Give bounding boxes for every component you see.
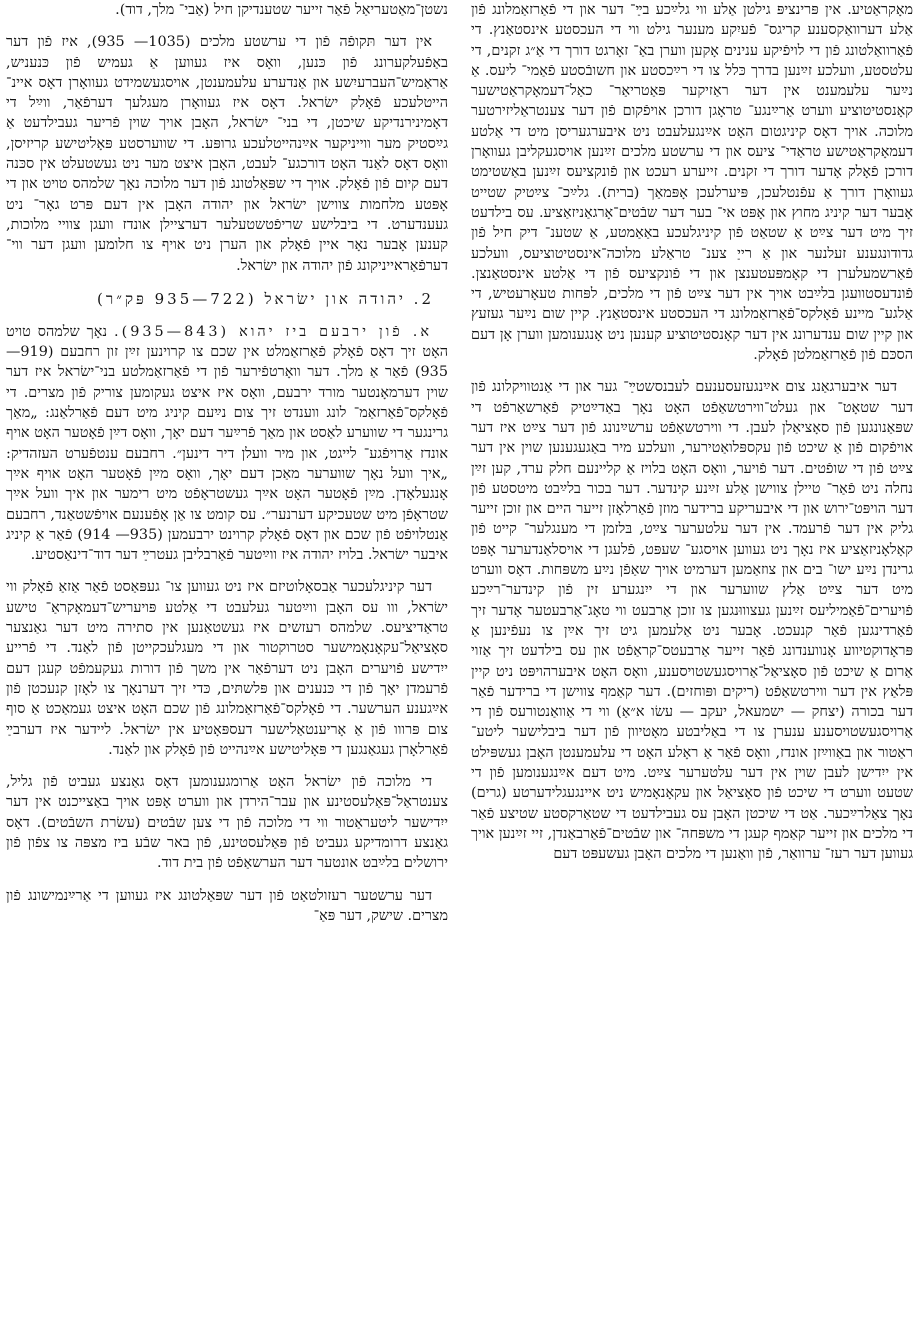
right-paragraph-2: דער איבערגאַנג צום אײַנגעזעסענעם לעבנסשטײַ־ גער און די אַנטוויקלונג פֿון דער שטאָט־ און געלט־ווירטשאַפֿט האָט נאָך באַדײַטיק פֿאַרשאַרפֿט די שפּאַנונגען פֿון סאָציאַלן לעבן. די ווירטשאַפֿט ערשײַנונג פֿון דער צײַט איז דער אויפֿקום פֿון אַ שיכט פֿון עקספּלואַטירער, וועלכע מיר באַגעגענען שוין אין דער צײַט פֿון די שופֿטים. דער פֿויער, וואָס האָט בלויז אַ קליינעם חלק ערד, קען זײַן נחלה ניט פֿאַר־ טיילן צווישן אַלע זײַנע קינדער. דער בכור בלײַבט מיטסטע פֿון דער הויפּט־ירוש און די איבעריקע ברידער מוזן פֿאַרלאָזן זייער היים און זוכן זייער גליק אין דער פֿרעמד. אין דער עלטערער צײַט, בּלזמן די מענגלער־ קייט פֿון קאָלאָניזאַציע איז נאָך ניט געווען אויסגע־ שעפּט, פֿלעגן די אויסלאַנדערער אָפּט גרינדן נײַע ישו־ בים און צוזאַמען דערמיט אויך שאַפֿן נײַע משפּחות. דאָס ווערט מיט דער צײַט אַלץ שווערער און די ייִנגערע זין פֿון קינדער־רײַכע פֿויערים־פֿאַמיליעס זײַנען געצוווּנגען צו זוכן אַרבעט ווי טאָג־אַרבעטער אָדער זיך פֿאַרדינגען פֿאַר קנעכט. אָבער ניט אַלעמען גיט זיך אײַן צו נעפֿינען אַ פּראָדוקטיווע אָנווענדונג פֿאַר זייער אַרבעטס־קראַפֿט און עס בילדעט זיך אַזוי אַרום אַ שיכט פֿון סאָציאַל־אַרויסגעשטויסענע, וואָס האָט איבערהויפּט ניט קיין פּלאַץ אין דער ווירטשאַפֿט (ריקים ופּוחזים). דער קאַמף צווישן די ברידער פֿאַר דער בכורה (יצחק — ישמעאל, יעקב — עשׂו א״אַ) ווי די אַוואַנטורעס פֿון די אַרויסגעשטויסענע ענערן צו די באַליבטע מאָטיוון פֿון דער ביבלישער ליטע־ ראַטור און באַווײַזן אונדז, וואָס פֿאַר אַ ראָלע האָט די עלעמענטן האָבן געשפּילט אין ייִדישן לעבן שוין אין דער עלטערער צײַט. מיט דעם אײַנגענומען פֿון די שטעט ווערט די שיכט פֿון סאָציאַל און עקאָנאָמיש ניט איינגעגלידערטע (גרים) נאָך צאַלרײַכער. אַט די שיכטן האָבן עס געבילדעט די שטאַרקסטע שטיצע פֿאַר די מלכים און זייער קאַמף קעגן די משפּחה־ און שבֿטים־פֿאַרבאַנדן, זיי זײַנען אויך געווען דער רעז־ ערוואַר, פֿון וואַנען די מלכים האָבן געשעפּט דעם (471, 379, 913, 863)
paragraph-gap (6, 20, 448, 32)
paragraph-gap (6, 310, 448, 322)
paragraph-gap (6, 874, 448, 886)
left-paragraph-5: דער ערשטער רעזולטאַט פֿון דער שפּאַלטונג איז געווען די אַרײַנמישונג פֿון מצרים. שישק, דער פּאַ־ (6, 887, 448, 924)
subsection-title: א. פֿון ירבעם ביז יהוא (843—935). (114, 323, 432, 340)
section-heading: 2. יהודה און ישׂראל (722—935 פּק״ר) (97, 289, 434, 308)
left-paragraph-1: נשטן־מאַטעריאַל פֿאַר זייער שטענדיקן חיל (אַבי־ מלך, דוד). (115, 2, 448, 18)
left-column (6, 0, 448, 1317)
document-page (6, 0, 913, 1317)
right-column (471, 0, 913, 1317)
left-paragraph-2: אין דער תּקופֿה פֿון די ערשטע מלכים (1035— 935), איז פֿון דער באַפֿעלקערונג פֿון כּנען, וואָס איז געווען אַ געמיש פֿון כּנעניש, אַראַמיש־העברעיִשע און אַנדערע עלעמענטן, אויסגעשמידט געוואָרן דאָס איינ־ הייטלעכע פֿאָלק ישׂראל. דאָס איז געוואָרן מעגלעך דערפֿאַר, ווײַל די דאָמינירנדיקע שיכטן, די בני־ ישׂראל, האָבן אויך שוין פֿריער געבילדעט אַ גײַסטיק מער ווייניקער אײַנהייטלעכע גרופּע. די שווערסטע פּאָליטישע קריזיסן, וואָס דאָס לאַנד האָט דורכגע־ לעבט, האָבן איצט מער ניט געשטעלט אין סכּנה דעם קיום פֿון פֿאָלק. אויך די שפּאַלטונג פֿון דער מלוכה נאָך שלמהס טויט און די אָפּטע מלחמות צווישן ישׂראל און יהודה האָבן אין דעם פּרט גאָר־ ניט געענדערט. די ביבלישע שריפֿטשטעלער דערציילן אונדז וועגן צוויי מלוכות, קענען אָבער נאָר איין פֿאָלק און הערן ניט אויף צו חלומען וועגן דער ווי־ דערפֿאַראייניקונג פֿון יהודה און ישׂראל. (6, 34, 448, 274)
paragraph-gap (6, 760, 448, 772)
right-paragraph-1: מאָקראַטיע. אין פּרינציפּ גילטן אַלע ווי גלײַכע בײַ־ דער און די פֿאַרזאַמלונג פֿון אַלע דערוואַקסענע קריגס־ פֿעיִקע מענער גילט ווי די העכסטע אינסטאַנץ. די פֿאַרוואַלטונג פֿון די לויפֿיקע ענינים אָקען ווערן באַ־ זאָרגט דורך די אַ״ג זקנים, די עלטסטע, וועלכע זײַנען בדרך כּלל צו די רײַכסטע און חשובֿסטע פֿאַמי־ ליעס. אַ נײַער עלעמענט אין דער ראַזיקער פּאַטריאַר־ כאַל־דעמאָקראַטישער קאָנסטיטוציע ווערט אַרײַנגע־ טראָגן דורכן אויפֿקום פֿון דער צענטראַליזירטער מלוכה. אויך דאָס קיניגטום האָט אײַנגעלעבט ניט איבערגעריסן מיט די אַלטע דעמאָקראַטישע טראַדי־ ציעס און די ערשטע מלכים זײַנען אויסגעקליבן געוואָרן דורכן פֿאָלק אָדער דורך די זקנים. זייערע רעכט און פֿונקציעס זײַנען באַשטימט געוואָרן דורך אַ עפֿנטלעכן, פּיערלעכן אָפּמאַך (ברית). גלײַכ־ צײַטיק שטייט אָבער דער קיניג מחוץ און אָפּט אי־ בער דער שבֿטים־אָרגאַניזאַציע. עס בילדעט זיך מיט דער צײַט אַ שטאַט פֿון קיניגלעכע באַאַמטע, אַ שטענ־ דיק חיל פֿון גדודונגענע זעלנער און אַ רייַ צענ־ טראַלע מלוכה־אינסטיטוציעס, וועלכע פֿאַרשמעלערן די קאָמפּעטענצן און די פֿונקציעס פֿון די אַלטע אינסטאַנצן. פֿונדעסטוועגן בלײַבט אויך אין דער צײַט פֿון די מלכים, לפּחות טעאָרעטיש, די אַלגע־ מיינע פֿאָלקס־פֿאַרזאַמלונג די העכסטע אינסטאַנץ. קיין שום נײַער געזעץ און קיין שום ענדערונג אין דער קאָנסטיטוציע קענען ניט אָנגענומען ווערן אָן דעם הסכּם פֿון פֿאַרזאַמלטן פֿאָלק. (471, 2, 913, 364)
left-paragraph-3: דער קיניגלעכער אַבסאָלוטיזם איז ניט געווען צו־ געפּאַסט פֿאַר אַזאַ פֿאָלק ווי ישׂראל, ווו עס האָבן ווײַטער געלעבט די אַלטע פּויעריש־דעמאָקראַ־ טישע טראַדיציעס. שלמהס רעזשים איז געשטאַנען אין סתירה מיט דער גאַנצער סאָציאַל־עקאָנאָמישער סטרוקטור און די מעגלעכקייטן פֿון לאַנד. די פֿרייע ייִדישע פֿויערים האָבן ניט דערפֿאַר אין משך פֿון דורות געקעמפֿט קעגן דעם פֿרעמדן יאָך פֿון די כּנענים און פּלשתּים, כּדי זיך דערנאָך צו לאָזן קנעכטן פֿון אײַגענע הערשער. די פֿאָלקס־פֿאַרזאַמלונג פֿון שכם האָט איצט געמאַכט אַ סוף צום פּרווו פֿון אַ אָריענטאַלישער דעספּאָטיע אין ישׂראל. ליידער איז דערבײַ פֿאַרלאָרן געגאַנגען די פּאָליטישע אײַנהייט פֿון פֿאָלק און לאַנד. (6, 579, 448, 758)
subsection-paragraph (6, 322, 448, 566)
paragraph-gap (471, 365, 913, 377)
subsection-body: נאָך שלמהס טויט האָט זיך דאָס פֿאָלק פֿאַרזאַמלט אין שכם צו קרוינען זײַן זון רחבעם (919—935) פֿאַר אַ מלך. דער וואָרטפֿירער פֿון די פֿאַרזאַמלטע בני־ישׂראל איז דער שוין דערמאָנטער מורד ירבעם, וואָס איז איצט געקומען צוריק פֿון מצרים. די פֿאָלקס־פֿאַרזאַמ־ לונג ווענדט זיך צום נײַעם קיניג מיט דעם פֿאַרלאַנג: „מאַך גרינגער די שווערע לאַסט און מאַך פֿרײַער דעם יאָך, וואָס דײַן פֿאָטער האָט אויף אונדז אַרויפֿגע־ לייגט, און מיר וועלן דיר דינען״. רחבעם ענטפֿערט העזהדיק: „איך וועל נאָך שווערער מאַכן דעם יאָך, וואָס מײַן פֿאָטער האָט אויף אײַך אָנגעלאָדן. מײַן פֿאָטער האָט אײַך געשטראָפֿט מיט רימער און איך וועל אײַך שטראָפֿן מיט שטעכיקע דערנער״. עס קומט צו אַן אָפֿענעם אויפֿשטאַנד, רחבעם אַנטלויפֿט פֿון שכם און דאָס פֿאָלק קרוינט ירבעמען (935— 914) פֿאַר אַ קיניג איבער ישׂראל. בלויז יהודה איז ווײַטער פֿאַרבליבן געטרײַ דער דוד־דינאַסטיע. (6, 323, 448, 564)
left-paragraph-4: די מלוכה פֿון ישׂראל האָט אַרומגענומען דאָס גאַנצע געביט פֿון גליל, צענטראַל־פּאַלעסטינע און עבר־הירדן און ווערט אָפּט אויך באַצייכנט אין דער ייִדישער ליטעראַטור ווי די מלוכה פֿון די צען שבֿטים (עשׂרת השבֿטים). דאָס גאַנצע דרומדיקע געביט פֿון פּאַלעסטינע, פֿון באר שבֿע ביז מצפּה צו צפֿון פֿון ירושלים בלײַבט אונטער דער הערשאַפֿט פֿון בית דוד. (6, 774, 448, 872)
paragraph-gap (6, 276, 448, 288)
paragraph-gap (6, 565, 448, 577)
